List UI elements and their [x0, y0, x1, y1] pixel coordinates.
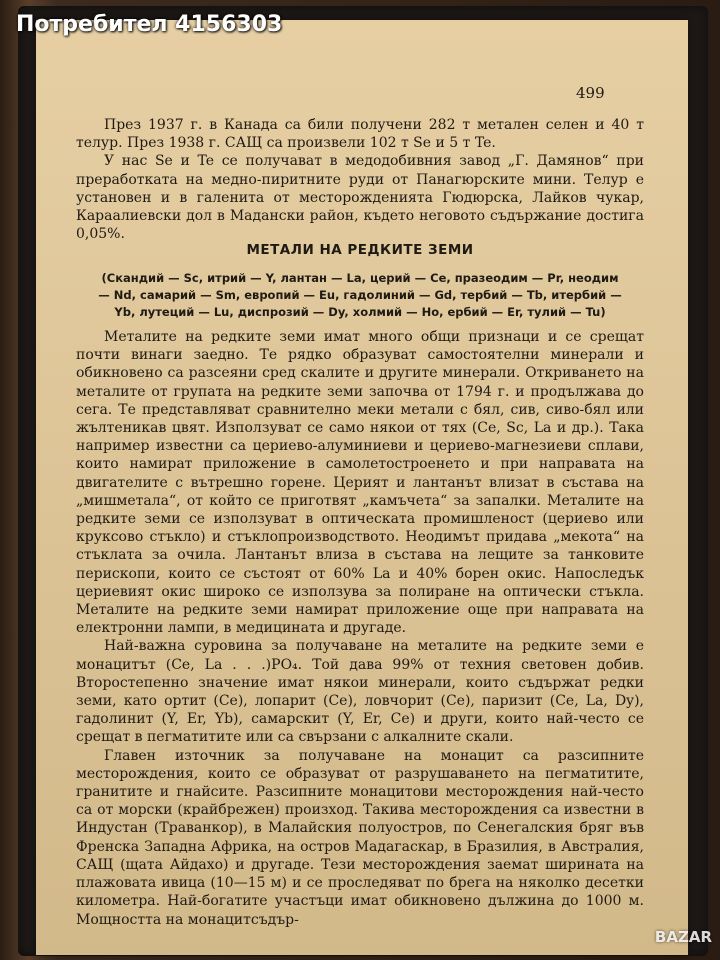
body-text [76, 328, 644, 929]
intro-paragraph: У нас Se и Te се получават в медодобивния завод „Г. Дамянов“ при преработката на медно-пиритните руди от Панагюрските мини. Телур е установен и в галенита от месторожденията Гюдюрска, Лайков чукар, Караалиевски дол в Мадански район, където неговото съдържание достига 0,05%. [76, 153, 644, 243]
intro-text [76, 116, 644, 243]
body-paragraph: Главен източник за получаване на монацит са разсипните месторождения, които се образуват от разрушаването на пегматитите, гранитите и гнайсите. Разсипните монацитови месторождения най-често са от морски (крайбрежен) произход. Такива месторождения са известни в Индустан (Траванкор), в Малайския полуостров, по Сенегалския бряг във Френска Западна Африка, на остров Мадагаскар, в Бразилия, в Австралия, САЩ (щата Айдахо) и другаде. Тези месторождения заемат ширината на плажовата ивица (10—15 м) и се проследяват по брега на няколко десетки километра. Най-богатите участъци имат обикновено дължина до 1000 м. Мощността на монацитсъдър- [76, 747, 644, 928]
body-paragraph: Най-важна суровина за получаване на металите на редките земи е монацитът (Ce, La . . .)PO₄. Той дава 99% от техния световен добив. Второстепенно значение имат някои минерали, които съдържат редки земи, като ортит (Ce), лопарит (Ce), ловчорит (Ce), паризит (Ce, La, Dy), гадолинит (Y, Er, Yb), самарскит (Y, Er, Ce) и други, които най-често се срещат в пегматитите или са свързани с алкалните скали. [76, 638, 644, 746]
site-logo: BAZAR [654, 928, 712, 946]
book-page [36, 20, 688, 955]
intro-paragraph: През 1937 г. в Канада са били получени 282 т метален селен и 40 т телур. През 1938 г. САЩ са произвели 102 т Se и 5 т Te. [76, 117, 644, 152]
section-title: МЕТАЛИ НА РЕДКИТЕ ЗЕМИ [246, 242, 474, 258]
elements-list: (Скандий — Sc, итрий — Y, лантан — La, церий — Ce, празеодим — Pr, неодим — Nd, самарий — Sm, европий — Eu, гадолиний — Gd, тербий — Tb, итербий — Yb, лутеций — Lu, диспрозий — Dy, холмий — Ho, ербий — Er, тулий — Tu) [98, 271, 622, 319]
body-paragraph: Металите на редките земи имат много общи признаци и се срещат почти винаги заедно. Те рядко образуват самостоятелни минерали и обикновено са разсеяни сред скалите и другите минерали. Откриването на металите от групата на редките земи започва от 1794 г. и продължава до сега. Те представляват сравнително меки метали с бял, сив, сиво-бял или жълтеникав цвят. Използуват се само някои от тях (Ce, Sc, La и др.). Така например известни са цериево-алуминиеви и цериево-магнезиеви сплави, които намират приложение в самолетостроенето и при направата на двигателите с вътрешно горене. Церият и лантанът влизат в състава на „мишметала“, от който се приготвят „камъчета“ за запалки. Металите на редките земи се използуват в оптическата промишленост (цериево или круксово стъкло) и стъклопроизводството. Неодимът придава „мекота“ на стъклата за очила. Лантанът влиза в състава на лещите за танковите перископи, които се състоят от 60% La и 40% борен окис. Напоследък цериевият окис широко се използува за полиране на оптически стъкла. Металите на редките земи намират приложение още при направата на електронни лампи, в медицината и другаде. [76, 329, 644, 637]
page-number: 499 [576, 84, 605, 102]
user-watermark: Потребител 4156303 [16, 12, 283, 37]
